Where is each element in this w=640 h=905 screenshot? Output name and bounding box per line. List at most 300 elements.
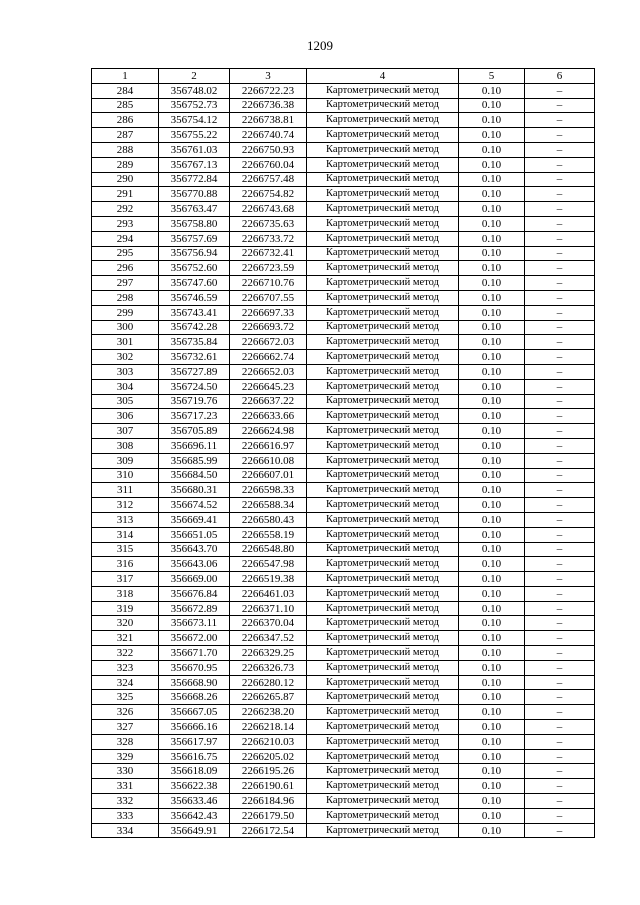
- accuracy-cell: 0.10: [459, 231, 525, 246]
- point-number-cell: 309: [92, 453, 159, 468]
- point-number-cell: 313: [92, 512, 159, 527]
- method-cell: Картометрический метод: [307, 616, 459, 631]
- coord-x-cell: 356669.00: [159, 572, 230, 587]
- point-number-cell: 329: [92, 749, 159, 764]
- note-cell: –: [525, 83, 595, 98]
- note-cell: –: [525, 290, 595, 305]
- table-row: [92, 172, 595, 187]
- coord-y-cell: 2266616.97: [230, 438, 307, 453]
- coord-x-cell: 356643.70: [159, 542, 230, 557]
- table-row: [92, 202, 595, 217]
- coord-x-cell: 356633.46: [159, 794, 230, 809]
- coord-x-cell: 356685.99: [159, 453, 230, 468]
- coord-x-cell: 356758.80: [159, 216, 230, 231]
- note-cell: –: [525, 764, 595, 779]
- page-number: 1209: [307, 38, 333, 53]
- note-cell: –: [525, 734, 595, 749]
- table-row: [92, 216, 595, 231]
- point-number-cell: 311: [92, 483, 159, 498]
- note-cell: –: [525, 498, 595, 513]
- table-row: [92, 690, 595, 705]
- point-number-cell: 301: [92, 335, 159, 350]
- table-row: [92, 364, 595, 379]
- coord-y-cell: 2266371.10: [230, 601, 307, 616]
- method-cell: Картометрический метод: [307, 779, 459, 794]
- method-cell: Картометрический метод: [307, 142, 459, 157]
- method-cell: Картометрический метод: [307, 631, 459, 646]
- coord-x-cell: 356719.76: [159, 394, 230, 409]
- accuracy-cell: 0.10: [459, 320, 525, 335]
- coord-x-cell: 356643.06: [159, 557, 230, 572]
- column-header: 3: [230, 69, 307, 84]
- method-cell: Картометрический метод: [307, 261, 459, 276]
- coord-y-cell: 2266624.98: [230, 424, 307, 439]
- accuracy-cell: 0.10: [459, 749, 525, 764]
- coord-x-cell: 356642.43: [159, 808, 230, 823]
- method-cell: Картометрический метод: [307, 453, 459, 468]
- method-cell: Картометрический метод: [307, 557, 459, 572]
- coord-y-cell: 2266218.14: [230, 720, 307, 735]
- method-cell: Картометрический метод: [307, 320, 459, 335]
- note-cell: –: [525, 157, 595, 172]
- accuracy-cell: 0.10: [459, 142, 525, 157]
- table-row: [92, 424, 595, 439]
- method-cell: Картометрический метод: [307, 157, 459, 172]
- coord-x-cell: 356669.41: [159, 512, 230, 527]
- method-cell: Картометрический метод: [307, 720, 459, 735]
- coord-x-cell: 356752.60: [159, 261, 230, 276]
- method-cell: Картометрический метод: [307, 690, 459, 705]
- point-number-cell: 333: [92, 808, 159, 823]
- table-row: [92, 379, 595, 394]
- point-number-cell: 306: [92, 409, 159, 424]
- table-row: [92, 113, 595, 128]
- note-cell: –: [525, 246, 595, 261]
- point-number-cell: 292: [92, 202, 159, 217]
- method-cell: Картометрический метод: [307, 586, 459, 601]
- method-cell: Картометрический метод: [307, 350, 459, 365]
- coord-y-cell: 2266238.20: [230, 705, 307, 720]
- note-cell: –: [525, 527, 595, 542]
- coord-y-cell: 2266326.73: [230, 660, 307, 675]
- table-row: [92, 616, 595, 631]
- table-row: [92, 557, 595, 572]
- coord-y-cell: 2266754.82: [230, 187, 307, 202]
- point-number-cell: 325: [92, 690, 159, 705]
- note-cell: –: [525, 631, 595, 646]
- accuracy-cell: 0.10: [459, 572, 525, 587]
- accuracy-cell: 0.10: [459, 601, 525, 616]
- point-number-cell: 307: [92, 424, 159, 439]
- coord-x-cell: 356772.84: [159, 172, 230, 187]
- coord-y-cell: 2266588.34: [230, 498, 307, 513]
- coord-y-cell: 2266736.38: [230, 98, 307, 113]
- point-number-cell: 314: [92, 527, 159, 542]
- point-number-cell: 318: [92, 586, 159, 601]
- coord-x-cell: 356668.90: [159, 675, 230, 690]
- coord-y-cell: 2266633.66: [230, 409, 307, 424]
- table-row: [92, 438, 595, 453]
- point-number-cell: 316: [92, 557, 159, 572]
- coord-y-cell: 2266607.01: [230, 468, 307, 483]
- note-cell: –: [525, 660, 595, 675]
- accuracy-cell: 0.10: [459, 779, 525, 794]
- note-cell: –: [525, 142, 595, 157]
- coord-x-cell: 356666.16: [159, 720, 230, 735]
- coord-y-cell: 2266347.52: [230, 631, 307, 646]
- table-row: [92, 290, 595, 305]
- table-row: [92, 512, 595, 527]
- coord-x-cell: 356674.52: [159, 498, 230, 513]
- method-cell: Картометрический метод: [307, 512, 459, 527]
- accuracy-cell: 0.10: [459, 498, 525, 513]
- note-cell: –: [525, 616, 595, 631]
- note-cell: –: [525, 646, 595, 661]
- method-cell: Картометрический метод: [307, 823, 459, 838]
- coord-x-cell: 356732.61: [159, 350, 230, 365]
- coord-y-cell: 2266652.03: [230, 364, 307, 379]
- table-row: [92, 646, 595, 661]
- coord-y-cell: 2266733.72: [230, 231, 307, 246]
- coord-y-cell: 2266280.12: [230, 675, 307, 690]
- point-number-cell: 299: [92, 305, 159, 320]
- method-cell: Картометрический метод: [307, 335, 459, 350]
- accuracy-cell: 0.10: [459, 172, 525, 187]
- note-cell: –: [525, 512, 595, 527]
- accuracy-cell: 0.10: [459, 468, 525, 483]
- method-cell: Картометрический метод: [307, 794, 459, 809]
- coord-x-cell: 356727.89: [159, 364, 230, 379]
- coord-x-cell: 356668.26: [159, 690, 230, 705]
- coord-x-cell: 356763.47: [159, 202, 230, 217]
- accuracy-cell: 0.10: [459, 335, 525, 350]
- header-row: [92, 69, 595, 84]
- column-header: 1: [92, 69, 159, 84]
- coord-y-cell: 2266265.87: [230, 690, 307, 705]
- accuracy-cell: 0.10: [459, 483, 525, 498]
- coord-y-cell: 2266461.03: [230, 586, 307, 601]
- coordinates-table: [91, 68, 595, 838]
- note-cell: –: [525, 557, 595, 572]
- note-cell: –: [525, 483, 595, 498]
- coord-y-cell: 2266693.72: [230, 320, 307, 335]
- method-cell: Картометрический метод: [307, 83, 459, 98]
- accuracy-cell: 0.10: [459, 424, 525, 439]
- point-number-cell: 284: [92, 83, 159, 98]
- coord-y-cell: 2266184.96: [230, 794, 307, 809]
- note-cell: –: [525, 202, 595, 217]
- note-cell: –: [525, 335, 595, 350]
- coord-y-cell: 2266172.54: [230, 823, 307, 838]
- note-cell: –: [525, 379, 595, 394]
- coord-y-cell: 2266738.81: [230, 113, 307, 128]
- accuracy-cell: 0.10: [459, 394, 525, 409]
- point-number-cell: 312: [92, 498, 159, 513]
- note-cell: –: [525, 542, 595, 557]
- point-number-cell: 291: [92, 187, 159, 202]
- note-cell: –: [525, 172, 595, 187]
- note-cell: –: [525, 231, 595, 246]
- coord-y-cell: 2266732.41: [230, 246, 307, 261]
- point-number-cell: 297: [92, 276, 159, 291]
- coord-y-cell: 2266519.38: [230, 572, 307, 587]
- coord-x-cell: 356748.02: [159, 83, 230, 98]
- column-header: 6: [525, 69, 595, 84]
- coord-x-cell: 356717.23: [159, 409, 230, 424]
- coord-x-cell: 356761.03: [159, 142, 230, 157]
- table-row: [92, 527, 595, 542]
- accuracy-cell: 0.10: [459, 527, 525, 542]
- coord-y-cell: 2266598.33: [230, 483, 307, 498]
- accuracy-cell: 0.10: [459, 512, 525, 527]
- point-number-cell: 326: [92, 705, 159, 720]
- table-row: [92, 128, 595, 143]
- point-number-cell: 327: [92, 720, 159, 735]
- method-cell: Картометрический метод: [307, 660, 459, 675]
- coord-x-cell: 356747.60: [159, 276, 230, 291]
- method-cell: Картометрический метод: [307, 483, 459, 498]
- coord-y-cell: 2266697.33: [230, 305, 307, 320]
- accuracy-cell: 0.10: [459, 616, 525, 631]
- coord-x-cell: 356670.95: [159, 660, 230, 675]
- accuracy-cell: 0.10: [459, 246, 525, 261]
- coord-x-cell: 356684.50: [159, 468, 230, 483]
- method-cell: Картометрический метод: [307, 202, 459, 217]
- accuracy-cell: 0.10: [459, 586, 525, 601]
- coord-x-cell: 356618.09: [159, 764, 230, 779]
- coord-y-cell: 2266580.43: [230, 512, 307, 527]
- accuracy-cell: 0.10: [459, 823, 525, 838]
- note-cell: –: [525, 424, 595, 439]
- table-row: [92, 231, 595, 246]
- coord-x-cell: 356705.89: [159, 424, 230, 439]
- table-row: [92, 483, 595, 498]
- accuracy-cell: 0.10: [459, 364, 525, 379]
- point-number-cell: 334: [92, 823, 159, 838]
- method-cell: Картометрический метод: [307, 394, 459, 409]
- coord-y-cell: 2266722.23: [230, 83, 307, 98]
- coord-x-cell: 356752.73: [159, 98, 230, 113]
- coord-x-cell: 356770.88: [159, 187, 230, 202]
- coord-y-cell: 2266740.74: [230, 128, 307, 143]
- table-row: [92, 187, 595, 202]
- accuracy-cell: 0.10: [459, 379, 525, 394]
- table-row: [92, 764, 595, 779]
- note-cell: –: [525, 749, 595, 764]
- table-row: [92, 468, 595, 483]
- accuracy-cell: 0.10: [459, 290, 525, 305]
- accuracy-cell: 0.10: [459, 646, 525, 661]
- accuracy-cell: 0.10: [459, 557, 525, 572]
- coord-x-cell: 356757.69: [159, 231, 230, 246]
- note-cell: –: [525, 394, 595, 409]
- table-row: [92, 705, 595, 720]
- coord-y-cell: 2266707.55: [230, 290, 307, 305]
- table-row: [92, 631, 595, 646]
- accuracy-cell: 0.10: [459, 690, 525, 705]
- point-number-cell: 319: [92, 601, 159, 616]
- point-number-cell: 298: [92, 290, 159, 305]
- method-cell: Картометрический метод: [307, 246, 459, 261]
- point-number-cell: 328: [92, 734, 159, 749]
- accuracy-cell: 0.10: [459, 409, 525, 424]
- method-cell: Картометрический метод: [307, 187, 459, 202]
- note-cell: –: [525, 187, 595, 202]
- coord-x-cell: 356743.41: [159, 305, 230, 320]
- point-number-cell: 293: [92, 216, 159, 231]
- accuracy-cell: 0.10: [459, 631, 525, 646]
- method-cell: Картометрический метод: [307, 675, 459, 690]
- table-row: [92, 394, 595, 409]
- coord-y-cell: 2266179.50: [230, 808, 307, 823]
- table-row: [92, 823, 595, 838]
- note-cell: –: [525, 586, 595, 601]
- coord-y-cell: 2266637.22: [230, 394, 307, 409]
- point-number-cell: 296: [92, 261, 159, 276]
- point-number-cell: 332: [92, 794, 159, 809]
- point-number-cell: 315: [92, 542, 159, 557]
- table-row: [92, 734, 595, 749]
- accuracy-cell: 0.10: [459, 660, 525, 675]
- note-cell: –: [525, 409, 595, 424]
- point-number-cell: 310: [92, 468, 159, 483]
- column-header: 2: [159, 69, 230, 84]
- accuracy-cell: 0.10: [459, 305, 525, 320]
- note-cell: –: [525, 601, 595, 616]
- accuracy-cell: 0.10: [459, 216, 525, 231]
- table-row: [92, 276, 595, 291]
- point-number-cell: 320: [92, 616, 159, 631]
- coord-x-cell: 356672.00: [159, 631, 230, 646]
- note-cell: –: [525, 720, 595, 735]
- table-row: [92, 498, 595, 513]
- coord-x-cell: 356651.05: [159, 527, 230, 542]
- table-row: [92, 261, 595, 276]
- coord-y-cell: 2266760.04: [230, 157, 307, 172]
- table-row: [92, 83, 595, 98]
- accuracy-cell: 0.10: [459, 202, 525, 217]
- method-cell: Картометрический метод: [307, 734, 459, 749]
- method-cell: Картометрический метод: [307, 276, 459, 291]
- coord-y-cell: 2266757.48: [230, 172, 307, 187]
- point-number-cell: 308: [92, 438, 159, 453]
- coord-y-cell: 2266548.80: [230, 542, 307, 557]
- accuracy-cell: 0.10: [459, 453, 525, 468]
- accuracy-cell: 0.10: [459, 276, 525, 291]
- method-cell: Картометрический метод: [307, 172, 459, 187]
- method-cell: Картометрический метод: [307, 572, 459, 587]
- note-cell: –: [525, 305, 595, 320]
- accuracy-cell: 0.10: [459, 187, 525, 202]
- table-row: [92, 720, 595, 735]
- accuracy-cell: 0.10: [459, 113, 525, 128]
- accuracy-cell: 0.10: [459, 350, 525, 365]
- note-cell: –: [525, 438, 595, 453]
- method-cell: Картометрический метод: [307, 542, 459, 557]
- coord-x-cell: 356735.84: [159, 335, 230, 350]
- point-number-cell: 317: [92, 572, 159, 587]
- note-cell: –: [525, 823, 595, 838]
- coord-x-cell: 356742.28: [159, 320, 230, 335]
- point-number-cell: 304: [92, 379, 159, 394]
- note-cell: –: [525, 808, 595, 823]
- method-cell: Картометрический метод: [307, 764, 459, 779]
- note-cell: –: [525, 794, 595, 809]
- method-cell: Картометрический метод: [307, 379, 459, 394]
- coord-y-cell: 2266610.08: [230, 453, 307, 468]
- table-row: [92, 794, 595, 809]
- point-number-cell: 322: [92, 646, 159, 661]
- coord-y-cell: 2266558.19: [230, 527, 307, 542]
- method-cell: Картометрический метод: [307, 808, 459, 823]
- table-row: [92, 335, 595, 350]
- coord-y-cell: 2266710.76: [230, 276, 307, 291]
- point-number-cell: 305: [92, 394, 159, 409]
- note-cell: –: [525, 320, 595, 335]
- accuracy-cell: 0.10: [459, 438, 525, 453]
- coord-y-cell: 2266672.03: [230, 335, 307, 350]
- coord-x-cell: 356754.12: [159, 113, 230, 128]
- table-row: [92, 749, 595, 764]
- table-row: [92, 675, 595, 690]
- coord-y-cell: 2266723.59: [230, 261, 307, 276]
- table-row: [92, 320, 595, 335]
- coord-y-cell: 2266195.26: [230, 764, 307, 779]
- point-number-cell: 324: [92, 675, 159, 690]
- point-number-cell: 302: [92, 350, 159, 365]
- note-cell: –: [525, 468, 595, 483]
- coord-x-cell: 356755.22: [159, 128, 230, 143]
- method-cell: Картометрический метод: [307, 646, 459, 661]
- coord-x-cell: 356680.31: [159, 483, 230, 498]
- table-row: [92, 246, 595, 261]
- method-cell: Картометрический метод: [307, 438, 459, 453]
- note-cell: –: [525, 98, 595, 113]
- accuracy-cell: 0.10: [459, 83, 525, 98]
- accuracy-cell: 0.10: [459, 808, 525, 823]
- table-row: [92, 453, 595, 468]
- method-cell: Картометрический метод: [307, 231, 459, 246]
- accuracy-cell: 0.10: [459, 675, 525, 690]
- coord-x-cell: 356667.05: [159, 705, 230, 720]
- table-row: [92, 350, 595, 365]
- point-number-cell: 294: [92, 231, 159, 246]
- table-row: [92, 660, 595, 675]
- method-cell: Картометрический метод: [307, 601, 459, 616]
- method-cell: Картометрический метод: [307, 749, 459, 764]
- note-cell: –: [525, 350, 595, 365]
- coord-y-cell: 2266329.25: [230, 646, 307, 661]
- note-cell: –: [525, 276, 595, 291]
- method-cell: Картометрический метод: [307, 305, 459, 320]
- note-cell: –: [525, 113, 595, 128]
- point-number-cell: 321: [92, 631, 159, 646]
- method-cell: Картометрический метод: [307, 527, 459, 542]
- accuracy-cell: 0.10: [459, 794, 525, 809]
- coord-x-cell: 356616.75: [159, 749, 230, 764]
- coord-x-cell: 356672.89: [159, 601, 230, 616]
- coord-y-cell: 2266750.93: [230, 142, 307, 157]
- note-cell: –: [525, 705, 595, 720]
- table-row: [92, 409, 595, 424]
- accuracy-cell: 0.10: [459, 720, 525, 735]
- coord-x-cell: 356756.94: [159, 246, 230, 261]
- table-row: [92, 305, 595, 320]
- accuracy-cell: 0.10: [459, 542, 525, 557]
- coord-x-cell: 356673.11: [159, 616, 230, 631]
- coord-x-cell: 356622.38: [159, 779, 230, 794]
- note-cell: –: [525, 128, 595, 143]
